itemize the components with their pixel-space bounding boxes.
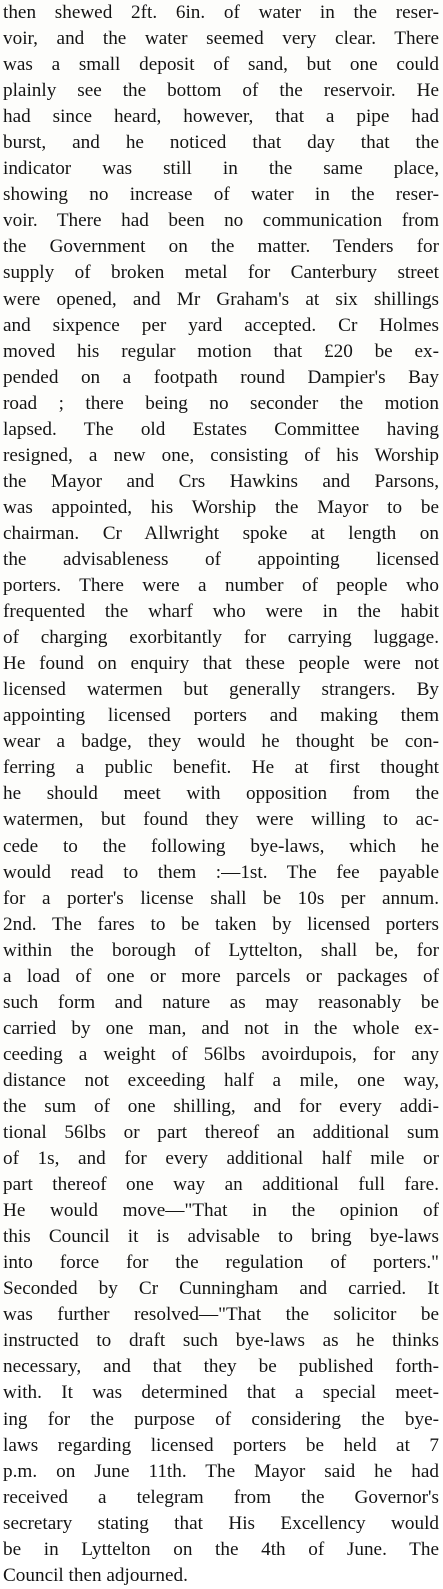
- article-line: with. It was determined that a special meet-: [3, 1382, 439, 1404]
- article-line: cede to the following bye-laws, which he: [3, 835, 439, 857]
- article-line: received a telegram from the Governor's: [3, 1486, 439, 1508]
- article-line: for a porter's license shall be 10s per annum.: [3, 887, 439, 909]
- article-line: the Government on the matter. Tenders for: [3, 236, 439, 258]
- article-line: licensed watermen but generally strangers. By: [3, 679, 439, 701]
- article-line: the advisableness of appointing licensed: [3, 548, 439, 570]
- article-line: a load of one or more parcels or packages of: [3, 965, 439, 987]
- article-line: porters. There were a number of people who: [3, 575, 439, 597]
- article-line: voir, and the water seemed very clear. There: [3, 28, 439, 50]
- article-line: and sixpence per yard accepted. Cr Holmes: [3, 314, 439, 336]
- article-line: then shewed 2ft. 6in. of water in the reser-: [3, 2, 439, 23]
- article-line: the Mayor and Crs Hawkins and Parsons,: [3, 470, 439, 492]
- article-line: ferring a public benefit. He at first thought: [3, 757, 439, 779]
- article-line: was further resolved—"That the solicitor be: [3, 1304, 439, 1326]
- article-line: He found on enquiry that these people were not: [3, 653, 439, 675]
- article-line: p.m. on June 11th. The Mayor said he had: [3, 1460, 439, 1482]
- article-line: distance not exceeding half a mile, one way,: [3, 1069, 439, 1091]
- article-line: wear a badge, they would he thought be con-: [3, 731, 439, 753]
- article-line: were opened, and Mr Graham's at six shillings: [3, 288, 439, 310]
- article-line: he should meet with opposition from the: [3, 783, 439, 805]
- article-line: frequented the wharf who were in the habit: [3, 601, 439, 623]
- article-line: resigned, a new one, consisting of his Worship: [3, 444, 439, 466]
- article-line: laws regarding licensed porters be held at 7: [3, 1434, 439, 1456]
- article-line: road ; there being no seconder the motion: [3, 392, 439, 414]
- article-line: indicator was still in the same place,: [3, 158, 439, 180]
- article-line: was appointed, his Worship the Mayor to be: [3, 496, 439, 518]
- article-line: into force for the regulation of porters.": [3, 1252, 439, 1274]
- article-line: part thereof one way an additional full fare.: [3, 1174, 439, 1196]
- article-line: of 1s, and for every additional half mile or: [3, 1148, 439, 1170]
- article-line: would read to them :—1st. The fee payable: [3, 861, 439, 883]
- article-line: Seconded by Cr Cunningham and carried. It: [3, 1278, 439, 1300]
- article-line: chairman. Cr Allwright spoke at length on: [3, 522, 439, 544]
- article-line: showing no increase of water in the reser-: [3, 184, 439, 206]
- article-line: such form and nature as may reasonably be: [3, 991, 439, 1013]
- article-line: appointing licensed porters and making them: [3, 705, 439, 727]
- article-line: the sum of one shilling, and for every addi-: [3, 1095, 439, 1117]
- article-line: burst, and he noticed that day that the: [3, 132, 439, 154]
- article-line: was a small deposit of sand, but one could: [3, 54, 439, 76]
- article-line: secretary stating that His Excellency would: [3, 1512, 439, 1534]
- article-column: [3, 0, 439, 1589]
- article-line: watermen, but found they were willing to ac-: [3, 809, 439, 831]
- article-line: voir. There had been no communication from: [3, 210, 439, 232]
- article-line: carried by one man, and not in the whole ex-: [3, 1017, 439, 1039]
- article-line: instructed to draft such bye-laws as he thinks: [3, 1330, 439, 1352]
- article-line: moved his regular motion that £20 be ex-: [3, 340, 439, 362]
- article-line: be in Lyttelton on the 4th of June. The: [3, 1538, 439, 1560]
- article-line: within the borough of Lyttelton, shall be, for: [3, 939, 439, 961]
- article-line: plainly see the bottom of the reservoir. He: [3, 80, 439, 102]
- article-line: supply of broken metal for Canterbury street: [3, 262, 439, 284]
- article-line: had since heard, however, that a pipe had: [3, 106, 439, 128]
- article-line: pended on a footpath round Dampier's Bay: [3, 366, 439, 388]
- article-line: 2nd. The fares to be taken by licensed porters: [3, 913, 439, 935]
- article-line: lapsed. The old Estates Committee having: [3, 418, 439, 440]
- article-line: of charging exorbitantly for carrying luggage.: [3, 627, 439, 649]
- article-line: He would move—"That in the opinion of: [3, 1200, 439, 1222]
- article-line: ing for the purpose of considering the bye-: [3, 1408, 439, 1430]
- article-line: Council then adjourned.: [3, 1564, 188, 1586]
- article-line: this Council it is advisable to bring bye-laws: [3, 1226, 439, 1248]
- article-line: ceeding a weight of 56lbs avoirdupois, for any: [3, 1043, 439, 1065]
- article-line: necessary, and that they be published forth-: [3, 1356, 439, 1378]
- article-line: tional 56lbs or part thereof an additional sum: [3, 1122, 439, 1144]
